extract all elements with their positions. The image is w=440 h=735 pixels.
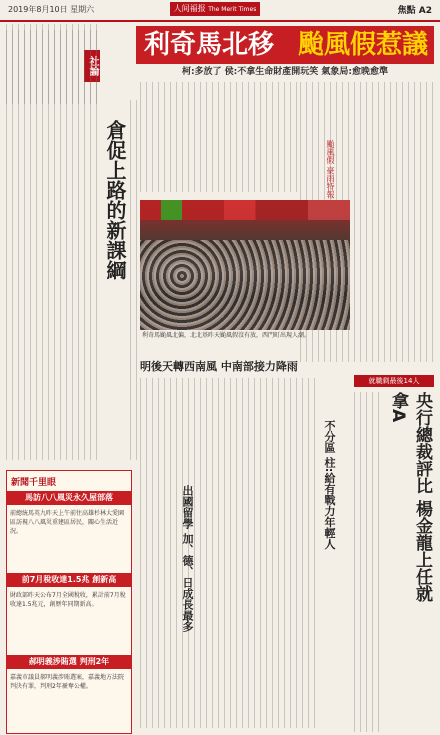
masthead-logo: 人间福报 The Merit Times bbox=[170, 2, 260, 16]
page-header bbox=[0, 0, 440, 20]
study-headline: 出國留學 加、德、日成長最多 bbox=[181, 485, 194, 632]
rain-headline: 明後天轉西南風 中南部接力降雨 bbox=[140, 360, 298, 373]
brief-item-title: 郝明義涉賄選 判刑2年 bbox=[7, 655, 131, 669]
kmt-tag: 就職剩最後14人 bbox=[354, 375, 434, 387]
brief-item-body: 前總統馬英九昨天上午前往高雄杉林大愛園區訪視八八風災重建區居民，關心生活近況。 bbox=[10, 510, 125, 535]
section-label: 焦點 A2 bbox=[397, 6, 432, 16]
editorial-tag: 社論 bbox=[84, 50, 100, 82]
young-body bbox=[296, 378, 318, 728]
brief-item-body: 財政部昨天公布7月全國稅收，累計前7月稅收達1.5兆元，創歷年同期新高。 bbox=[10, 592, 126, 608]
page-date: 2019年8月10日 星期六 bbox=[8, 5, 95, 14]
crowd-photo bbox=[140, 200, 350, 330]
briefs-heading: 新聞千里眼 bbox=[11, 478, 57, 488]
mid-body-text bbox=[140, 378, 295, 728]
headline-sub: 柯:多放了 侯:不拿生命財產開玩笑 氣象局:愈晚愈準 bbox=[181, 67, 389, 77]
brief-item-body: 嘉義市議員郝明義涉賄選案，嘉義地方法院判決有罪，判刑2年褫奪公權。 bbox=[10, 674, 125, 690]
kmt-body bbox=[354, 392, 384, 732]
sub-tag: 颱風假 豪雨特報 bbox=[326, 140, 335, 199]
headline-banner bbox=[136, 26, 434, 64]
editorial-body bbox=[6, 30, 98, 460]
kmt-title: 央行總裁評比 楊金龍上任就拿A bbox=[388, 392, 432, 602]
young-headline: 不分區 柱:給有戰力年輕人 bbox=[323, 420, 336, 550]
top-mid-text bbox=[140, 82, 298, 192]
headline-main-left: 利奇馬北移 bbox=[144, 30, 275, 60]
photo-caption: 利奇馬颱風北偏，北北基昨天颱風假沒有放，西門町出現人潮。 bbox=[142, 332, 311, 339]
editorial-body-2 bbox=[130, 100, 140, 460]
brief-item-title: 馬訪八八風災永久屋部落 bbox=[7, 491, 131, 505]
header-rule bbox=[0, 20, 440, 22]
editorial-title: 倉促上路的新課綱 bbox=[103, 120, 127, 280]
briefs-box bbox=[6, 470, 132, 734]
brief-item-title: 前7月稅收達1.5兆 創新高 bbox=[7, 573, 131, 587]
headline-main-right: 颱風假惹議 bbox=[297, 30, 428, 60]
